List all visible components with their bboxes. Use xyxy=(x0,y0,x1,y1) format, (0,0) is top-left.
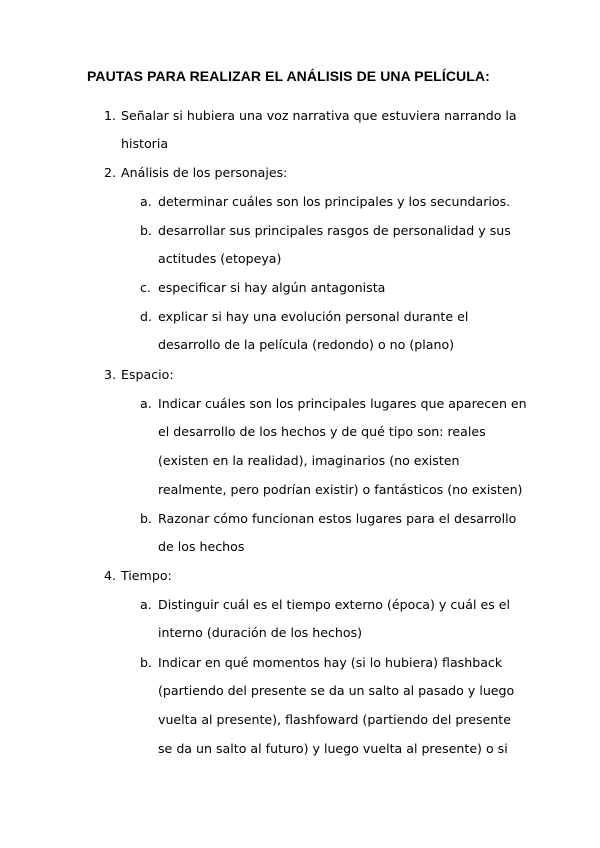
sublist-letter: b. xyxy=(140,223,152,238)
sublist-item-text: de los hechos xyxy=(158,539,245,554)
sublist-item-text: Indicar en qué momentos hay (si lo hubiera) flashback xyxy=(158,655,503,670)
list-item-text: Tiempo: xyxy=(121,568,172,583)
list-item-text: historia xyxy=(121,136,169,151)
sublist-item-text: Indicar cuáles son los principales lugares que aparecen en xyxy=(158,396,527,411)
list-number: 3. xyxy=(104,367,117,382)
sublist-item-text: interno (duración de los hechos) xyxy=(158,625,363,640)
sublist-item-text: determinar cuáles son los principales y los secundarios. xyxy=(158,194,511,209)
sublist-item-text: (partiendo del presente se da un salto al pasado y luego xyxy=(158,683,515,698)
sublist-item-text: vuelta al presente), flashfoward (partiendo del presente xyxy=(158,712,511,727)
sublist-letter: a. xyxy=(140,194,152,209)
sublist-letter: b. xyxy=(140,511,152,526)
sublist-item-text: Distinguir cuál es el tiempo externo (época) y cuál es el xyxy=(158,597,511,612)
sublist-item-text: actitudes (etopeya) xyxy=(158,251,282,266)
list-item-text: Señalar si hubiera una voz narrativa que estuviera narrando la xyxy=(121,108,517,123)
sublist-letter: a. xyxy=(140,597,152,612)
sublist-item-text: (existen en la realidad), imaginarios (no existen xyxy=(158,453,460,468)
list-number: 1. xyxy=(104,108,117,123)
sublist-item-text: explicar si hay una evolución personal durante el xyxy=(158,309,469,324)
list-number: 2. xyxy=(104,165,117,180)
sublist-item-text: especificar si hay algún antagonista xyxy=(158,280,386,295)
sublist-item-text: se da un salto al futuro) y luego vuelta al presente) o si xyxy=(158,741,508,756)
list-item-text: Análisis de los personajes: xyxy=(121,165,288,180)
sublist-letter: a. xyxy=(140,396,152,411)
sublist-item-text: realmente, pero podrían existir) o fantásticos (no existen) xyxy=(158,482,523,497)
sublist-letter: d. xyxy=(140,309,152,324)
sublist-item-text: Razonar cómo funcionan estos lugares para el desarrollo xyxy=(158,511,517,526)
sublist-letter: b. xyxy=(140,655,152,670)
sublist-item-text: desarrollo de la película (redondo) o no (plano) xyxy=(158,337,455,352)
page-title: PAUTAS PARA REALIZAR EL ANÁLISIS DE UNA PELÍCULA: xyxy=(87,68,490,84)
list-item-text: Espacio: xyxy=(121,367,174,382)
list-number: 4. xyxy=(104,568,117,583)
sublist-item-text: desarrollar sus principales rasgos de personalidad y sus xyxy=(158,223,511,238)
sublist-item-text: el desarrollo de los hechos y de qué tipo son: reales xyxy=(158,424,486,439)
sublist-letter: c. xyxy=(140,280,151,295)
